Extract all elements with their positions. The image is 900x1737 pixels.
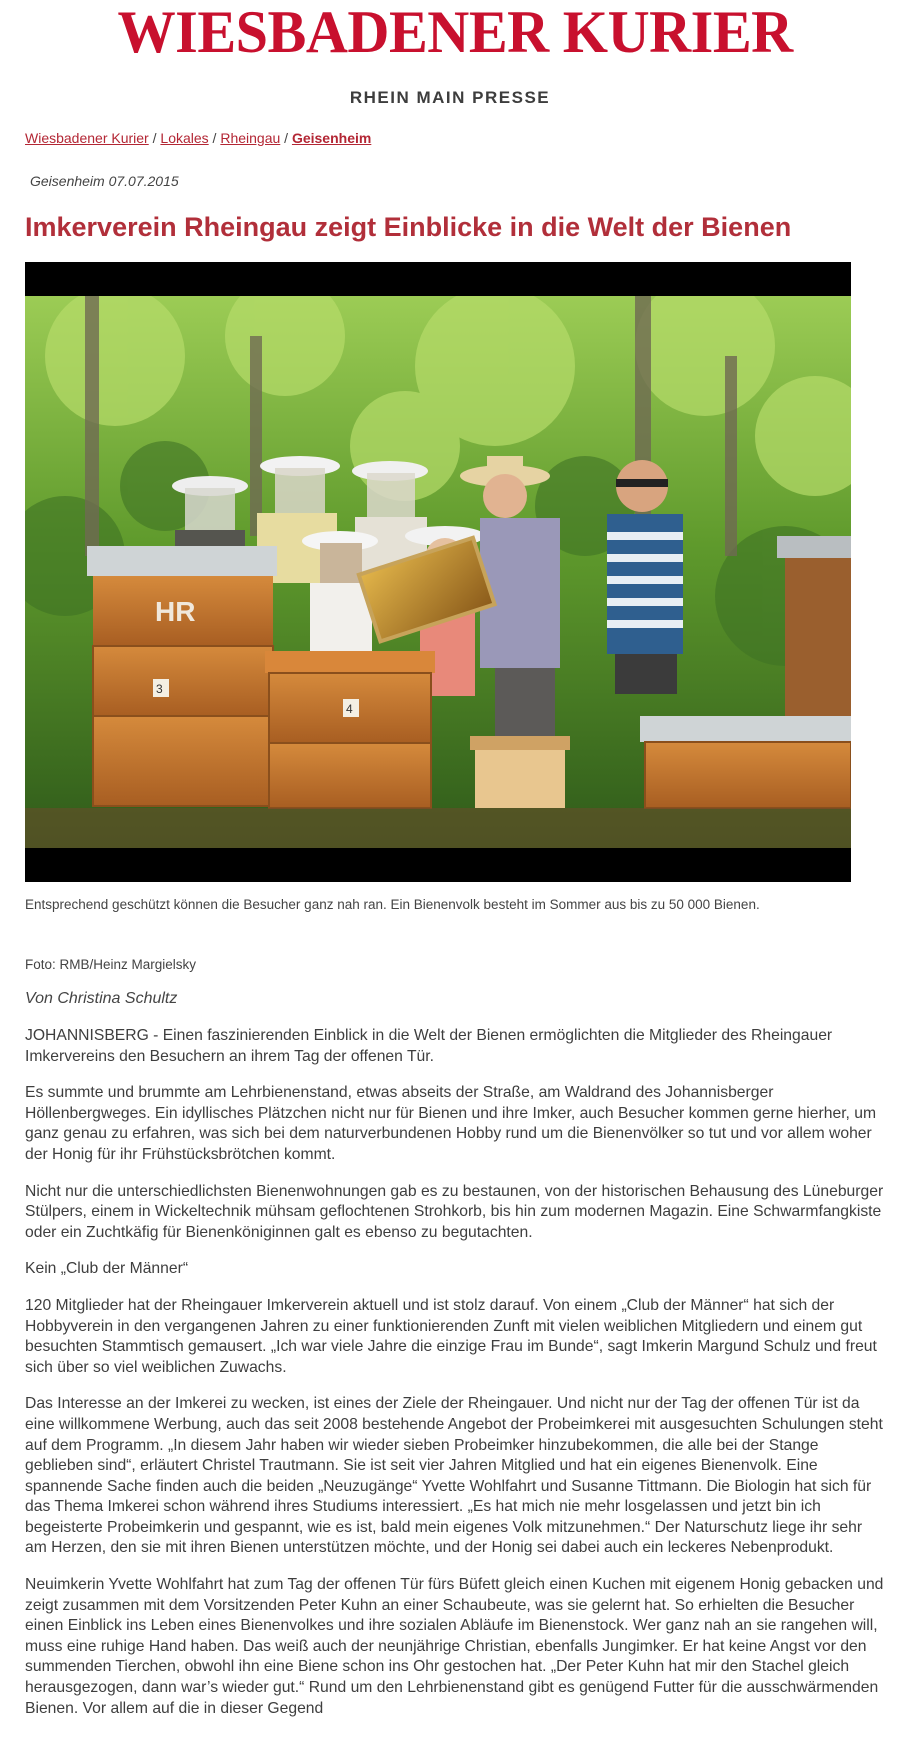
- hive-label-hr: HR: [155, 596, 196, 627]
- breadcrumb-link-lokales[interactable]: Lokales: [160, 130, 209, 146]
- author-byline: Von Christina Schultz: [25, 990, 178, 1007]
- article-paragraph: JOHANNISBERG - Einen faszinierenden Einblick in die Welt der Bienen ermöglichten die Mitglieder des Rheingauer Imkervereins den Besuchern an ihrem Tag der offenen Tür.: [25, 1027, 833, 1065]
- beekeepers-photo-illustration: [25, 296, 851, 848]
- dateline: Geisenheim 07.07.2015: [30, 173, 179, 189]
- breadcrumb-separator: /: [280, 130, 292, 146]
- article-paragraph: Nicht nur die unterschiedlichsten Bienenwohnungen gab es zu bestaunen, von der historischen Behausung des Lüneburger Stülpers, einem in Wickeltechnik mühsam geflochtenen Strohkorb, bis hin zum modernen Magazin. Eine Schwarmfangkiste oder ein Zuchtkäfig für Bienenköniginnen galt es ebenso zu begutachten.: [25, 1182, 884, 1241]
- publisher-subtitle: RHEIN MAIN PRESSE: [349, 88, 551, 107]
- breadcrumb-link-wiesbadener-kurier[interactable]: Wiesbadener Kurier: [25, 130, 149, 146]
- newspaper-logo[interactable]: WIESBADENER KURIER: [117, 0, 793, 65]
- breadcrumb-separator: /: [208, 130, 221, 146]
- photo-credit: Foto: RMB/Heinz Margielsky: [25, 957, 197, 972]
- article-paragraph: Das Interesse an der Imkerei zu wecken, ist eines der Ziele der Rheingauer. Und nicht nur der Tag der offenen Tür ist da eine willkommene Werbung, auch das seit 2008 bestehende Angebot der Probeimkerei mit ausgesuchten Schulungen steht auf dem Programm. „In diesem Jahr haben wir wieder sieben Probeimker hinzubekommen, die alle bei der Stange geblieben sind“, erläutert Christel Trautmann. Sie ist seit vier Jahren Mitglied und hat ein eigenes Bienenvolk. Eine spannende Sache finden auch die beiden „Neuzugänge“ Yvette Wohlfahrt und Susanne Tittmann. Die Biologin hat sich für das Thema Imkerei schon während ihres Studiums interessiert. „Es hat mich nie mehr losgelassen und jetzt bin ich begeisterte Probeimkerin und gespannt, wie es ist, bald mein eigenes Volk mitzunehmen.“ Der Naturschutz liege ihr sehr am Herzen, den sie mit ihren Bienen unterstützen möchte, und der Honig sei dabei auch ein leckeres Nebenprodukt.: [25, 1395, 883, 1557]
- article-body: [25, 1026, 885, 1735]
- article-paragraph: Es summte und brummte am Lehrbienenstand, etwas abseits der Straße, am Waldrand des Johannisberger Höllenbergweges. Ein idyllisches Plätzchen nicht nur für Bienen und ihre Imker, auch Besucher kommen gerne hierher, um ganz genau zu erfahren, was sich bei dem naturverbundenen Hobby rund um die Bienenvölker so tut und vor allem woher der Honig für ihr Frühstücksbrötchen kommt.: [25, 1084, 877, 1163]
- masthead: [0, 0, 900, 108]
- breadcrumb-separator: /: [148, 130, 161, 146]
- article-paragraph: Neuimkerin Yvette Wohlfahrt hat zum Tag der offenen Tür fürs Büfett gleich einen Kuchen mit eigenem Honig gebacken und zeigt zusammen mit dem Vorsitzenden Peter Kuhn an einer Schaubeute, was sie gelernt hat. So erhielten die Besucher einen Einblick ins Leben eines Bienenvolkes und ihre sozialen Abläufe im Bienenstock. Wer ganz nah an sie rangehen will, muss eine ruhige Hand haben. Das weiß auch der neunjährige Christian, ebenfalls Jungimker. Er hat keine Angst vor den summenden Tierchen, obwohl ihn eine Biene schon ins Ohr gestochen hat. „Der Peter Kuhn hat mir den Stachel gleich herausgezogen, dann war’s wieder gut.“ Rund um den Lehrbienenstand gibt es genügend Futter für die ausschwärmenden Bienen. Vor allem auf die in dieser Gegend: [25, 1576, 884, 1717]
- breadcrumb-link-rheingau[interactable]: Rheingau: [220, 130, 281, 146]
- article-headline: Imkerverein Rheingau zeigt Einblicke in die Welt der Bienen: [25, 212, 792, 242]
- article-subheading: Kein „Club der Männer“: [25, 1260, 189, 1278]
- photo-caption: Entsprechend geschützt können die Besucher ganz nah ran. Ein Bienenvolk besteht im Sommer aus bis zu 50 000 Bienen.: [25, 897, 760, 912]
- article-paragraph: 120 Mitglieder hat der Rheingauer Imkerverein aktuell und ist stolz darauf. Von einem „Club der Männer“ hat sich der Hobbyverein in den vergangenen Jahren zu einer funktionierenden Zunft mit vielen weiblichen Mitgliedern und einem gut besuchten Stammtisch gemausert. „Ich war viele Jahre die einzige Frau im Bunde“, sagt Imkerin Margund Schulz und freut sich über so viel weiblichen Zuwachs.: [25, 1296, 877, 1376]
- breadcrumb-link-geisenheim[interactable]: Geisenheim: [291, 130, 372, 146]
- article-photo[interactable]: [25, 262, 851, 882]
- hive-number-4: 4: [346, 702, 353, 716]
- breadcrumb: [25, 130, 371, 146]
- hive-number-3: 3: [156, 682, 163, 696]
